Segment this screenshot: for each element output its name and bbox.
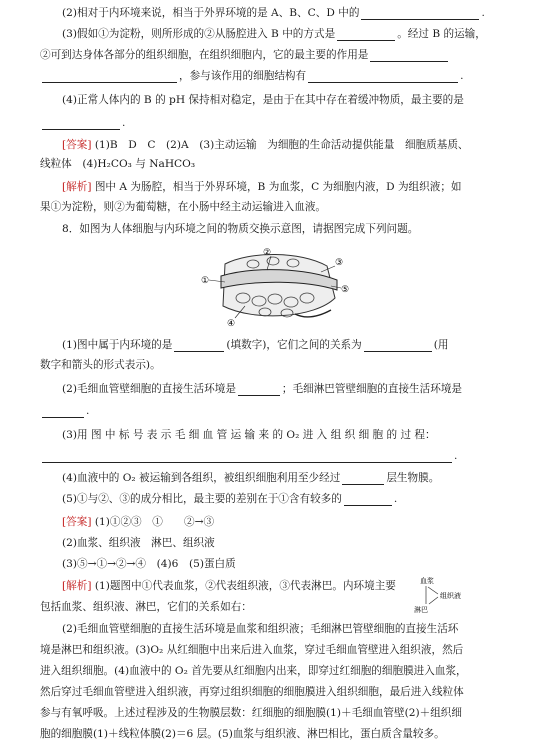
- q7-part4-blank: .: [40, 116, 495, 130]
- inset-arrow-line: [428, 587, 438, 594]
- analysis-tag: [解析]: [62, 580, 92, 592]
- q8-part5: (5)①与②、③的成分相比，最主要的差别在于①含有较多的 .: [62, 493, 398, 505]
- q8-answer-line1: [答案] (1)①②③ ① ②→③: [62, 516, 215, 528]
- q7-part3-line2: ②可到达身体各部分的组织细胞，在组织细胞内，它的最主要的作用是: [40, 48, 495, 62]
- q8-answer-line2: (2)血浆、组织液 淋巴、组织液: [62, 537, 215, 549]
- tissue-exchange-diagram: [195, 246, 353, 330]
- relationship-inset-diagram: [402, 574, 472, 614]
- diagram-label-1: ①: [201, 276, 210, 286]
- answer-blank: [308, 71, 458, 83]
- answer-blank: [364, 340, 432, 352]
- answer-blank: [370, 50, 448, 62]
- answer-blank: [42, 406, 84, 418]
- answer-tag: [答案]: [62, 139, 92, 151]
- answer-blank: [238, 384, 280, 396]
- inset-label-tissue-fluid: 组织液: [440, 592, 461, 600]
- q8-part3-line2: .: [40, 449, 495, 463]
- answer-blank: [342, 473, 384, 485]
- q8-analysis-line8: 胞的细胞膜(1)＋线粒体膜(2)＝6 层。(5)血浆与组织液、淋巴相比，蛋白质含量较多。: [40, 728, 445, 740]
- answer-blank: [174, 340, 224, 352]
- q8-answer-line3: (3)⑤→①→②→④ (4)6 (5)蛋白质: [62, 558, 236, 570]
- answer-blank: [337, 29, 395, 41]
- q8-part2-line2: .: [40, 404, 495, 418]
- q8-analysis-line4: 境是淋巴和组织液。(3)O₂ 从红细胞中出来后进入血浆，穿过毛细血管壁进入组织液，然后: [40, 644, 464, 656]
- inset-label-plasma: 血浆: [420, 577, 434, 585]
- answer-tag: [答案]: [62, 516, 92, 528]
- answer-blank: [42, 451, 452, 463]
- q8-part1-line1: (1)图中属于内环境的是 (填数字)，它们之间的关系为 (用: [62, 339, 449, 351]
- q8-analysis-line2: 包括血浆、组织液、淋巴，它们的关系如右：: [40, 601, 252, 613]
- q8-analysis-line1: [解析] (1)题图中①代表血浆，②代表组织液，③代表淋巴。内环境主要: [62, 580, 396, 592]
- q7-analysis-line2: 果①为淀粉，则②为葡萄糖，在小肠中经主动运输进入血液。: [40, 201, 327, 213]
- diagram-label-3: ③: [335, 258, 344, 268]
- q8-analysis-line5: 进入组织细胞。(4)血液中的 O₂ 首先要从红细胞内出来，即穿过红细胞的细胞膜进入血浆，: [40, 665, 467, 677]
- answer-blank: [42, 118, 120, 130]
- q8-part2-line1: (2)毛细血管壁细胞的直接生活环境是 ；毛细淋巴管壁细胞的直接生活环境是: [62, 383, 463, 395]
- inset-arrow-line: [429, 597, 438, 604]
- q8-part1-line2: 数字和箭头的形式表示)。: [40, 359, 161, 371]
- diagram-label-5: ⑤: [341, 285, 350, 295]
- diagram-label-2: ②: [263, 248, 272, 258]
- analysis-tag: [解析]: [62, 181, 92, 193]
- q7-part4: (4)正常人体内的 B 的 pH 保持相对稳定，是由于在其中存在着缓冲物质，最主要的是: [62, 94, 464, 106]
- q8-title: 8．如图为人体细胞与内环境之间的物质交换示意图，请据图完成下列问题。: [62, 223, 419, 235]
- q7-answer-line2: 线粒体 (4)H₂CO₃ 与 NaHCO₃: [40, 158, 196, 170]
- q8-analysis-line7: 参与有氧呼吸。上述过程涉及的生物膜层数：红细胞的细胞膜(1)＋毛细血管壁(2)＋组织细: [40, 707, 462, 719]
- q8-part3-line1: (3)用 图 中 标 号 表 示 毛 细 血 管 运 输 来 的 O₂ 进 入 组 织 细 胞 的 过 程：: [62, 429, 436, 441]
- diagram-label-4: ④: [227, 319, 236, 329]
- q7-part3-line3: ，参与该作用的细胞结构有 .: [40, 69, 495, 83]
- answer-blank: [42, 71, 177, 83]
- q8-part4: (4)血液中的 O₂ 被运输到各组织，被组织细胞利用至少经过 层生物膜。: [62, 472, 440, 484]
- q8-analysis-line6: 然后穿过毛细血管壁进入组织液，再穿过组织细胞的细胞膜进入组织细胞，最后进入线粒体: [40, 686, 464, 698]
- q7-part2: (2)相对于内环境来说，相当于外界环境的是 A、B、C、D 中的 .: [62, 7, 485, 19]
- answer-blank: [344, 494, 392, 506]
- q8-analysis-line3: (2)毛细血管壁细胞的直接生活环境是血浆和组织液；毛细淋巴管壁细胞的直接生活环: [62, 623, 459, 635]
- q7-analysis-line1: [解析] 图中 A 为肠腔，相当于外界环境，B 为血浆，C 为细胞内液，D 为组织液；如: [62, 181, 462, 193]
- q7-part3-line1: (3)假如①为淀粉，则所形成的②从肠腔进入 B 中的方式是 。经过 B 的运输，: [62, 28, 486, 40]
- answer-blank: [361, 8, 479, 20]
- inset-label-lymph: 淋巴: [414, 606, 428, 614]
- q7-answer-line1: [答案] (1)B D C (2)A (3)主动运输 为细胞的生命活动提供能量 细胞质基质、: [62, 139, 469, 151]
